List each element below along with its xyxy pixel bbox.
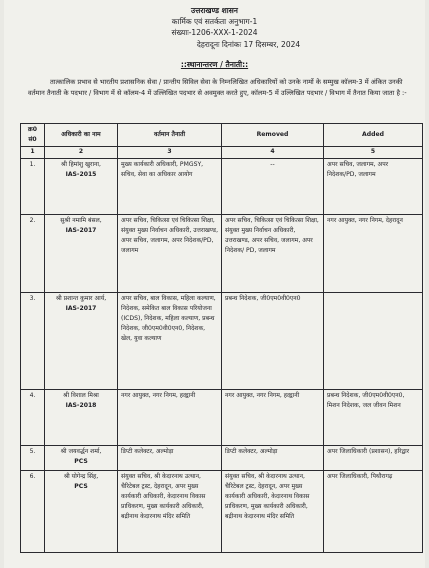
removed-posting: -- xyxy=(222,158,324,214)
current-posting: मुख्य कार्यकारी अधिकारी, PMGSY, सचिव, सेवा का अधिकार आयोग xyxy=(118,158,222,214)
header-row xyxy=(21,124,423,147)
added-posting: अपर जिलाधिकारी, पिथौरागढ़ xyxy=(324,470,423,552)
table-row xyxy=(21,445,423,470)
department: कार्मिक एवं सतर्कता अनुभाग-1 xyxy=(171,17,258,26)
subject-heading: ::स्थानान्तरण / तैनाती:: xyxy=(180,60,249,69)
officer-cell xyxy=(45,292,118,389)
table-row xyxy=(21,158,423,214)
added-posting: प्रबन्ध निदेशक, जी0एम0वी0एन0, मिशन निदेशक, जल जीवन मिशन xyxy=(324,389,423,445)
serial-number: 1. xyxy=(21,158,45,214)
order-number: संख्याः-1206-XXX-1-2024 xyxy=(171,28,258,37)
col-number: 2 xyxy=(45,147,118,158)
serial-number: 2. xyxy=(21,214,45,292)
col-header-current: वर्तमान तैनाती xyxy=(118,124,222,147)
officer-cadre: IAS-2018 xyxy=(65,401,97,409)
officer-cell xyxy=(45,389,118,445)
added-posting: अपर सचिव, जलागम, अपर निदेशक/PD, जलागम xyxy=(324,158,423,214)
officer-name: श्री जयवर्द्धन शर्मा, xyxy=(60,447,102,455)
column-number-row xyxy=(21,147,423,158)
added-posting: अपर जिलाधिकारी (प्रशासन), हरिद्वार xyxy=(324,445,423,470)
current-posting: अपर सचिव, बाल विकास, महिला कल्याण, निदेशक, समेकित बाल विकास परियोजना (ICDS), निदेशक, महिला कल्याण, प्रबन्ध निदेशक, जी0एम0वी0एन0, निदेशक, खेल, युवा कल्याण xyxy=(118,292,222,389)
order-date: देहरादूनः दिनांकः 17 दिसम्बर, 2024 xyxy=(196,40,301,49)
officer-cadre: IAS-2015 xyxy=(65,170,97,178)
col-header-sno: क्र0 सं0 xyxy=(21,124,45,147)
col-header-added: Added xyxy=(324,124,423,147)
table-row xyxy=(21,214,423,292)
officer-cell xyxy=(45,445,118,470)
current-posting: डिप्टी कलेक्टर, अल्मोड़ा xyxy=(118,445,222,470)
transfer-table xyxy=(20,123,423,553)
col-number: 1 xyxy=(21,147,45,158)
col-number: 3 xyxy=(118,147,222,158)
govt-title: उत्तराखण्ड शासन xyxy=(191,6,238,15)
serial-number: 4. xyxy=(21,389,45,445)
officer-cell xyxy=(45,214,118,292)
col-number: 5 xyxy=(324,147,423,158)
officer-cadre: PCS xyxy=(74,457,88,465)
current-posting: संयुक्त सचिव, श्री केदारनाथ उत्थान, चैरिटेबल ट्रस्ट, देहरादून, अपर मुख्य कार्यकारी अधिकारी, केदारनाथ विकास प्राधिकरण, मुख्य कार्यकारी अधिकारी, बद्रीनाथ केदारनाथ मंदिर समिति xyxy=(118,470,222,552)
removed-posting: प्रबन्ध निदेशक, जी0एम0वी0एन0 xyxy=(222,292,324,389)
serial-number: 3. xyxy=(21,292,45,389)
removed-posting: डिप्टी कलेक्टर, अल्मोड़ा xyxy=(222,445,324,470)
officer-cadre: IAS-2017 xyxy=(65,226,97,234)
officer-cell xyxy=(45,158,118,214)
col-number: 4 xyxy=(222,147,324,158)
col-header-name: अधिकारी का नाम xyxy=(45,124,118,147)
officer-cadre: PCS xyxy=(74,482,88,490)
table-row xyxy=(21,389,423,445)
officer-name: श्री प्रशान्त कुमार आर्य, xyxy=(55,294,107,302)
officer-name: श्री विशाल मिश्रा xyxy=(63,391,99,399)
added-posting: नगर आयुक्त, नगर निगम, देहरादून xyxy=(324,214,423,292)
serial-number: 5. xyxy=(21,445,45,470)
table-row xyxy=(21,470,423,552)
officer-name: श्री हिमांशु खुराना, xyxy=(61,160,101,168)
removed-posting: नगर आयुक्त, नगर निगम, हल्द्वानी xyxy=(222,389,324,445)
officer-name: श्री योगेन्द्र सिंह, xyxy=(63,472,99,480)
removed-posting: अपर सचिव, चिकित्सा एवं चिकित्सा शिक्षा, संयुक्त मुख्य निर्वाचन अधिकारी, उत्तराखण्ड, अपर सचिव, जलागम, अपर निदेशक/ PD, जलागम xyxy=(222,214,324,292)
added-posting xyxy=(324,292,423,389)
officer-name: सुश्री नमामि बंसल, xyxy=(60,216,102,224)
table-row xyxy=(21,292,423,389)
removed-posting: संयुक्त सचिव, श्री केदारनाथ उत्थान, चैरिटेबल ट्रस्ट, देहरादून, अपर मुख्य कार्यकारी अधिकारी, केदारनाथ विकास प्राधिकरण, मुख्य कार्यकारी अधिकारी, बद्रीनाथ केदारनाथ मंदिर समिति xyxy=(222,470,324,552)
officer-cell xyxy=(45,470,118,552)
current-posting: अपर सचिव, चिकित्सा एवं चिकित्सा शिक्षा, संयुक्त मुख्य निर्वाचन अधिकारी, उत्तराखण्ड, अपर सचिव, जलागम, अपर निदेशक/PD, जलागम xyxy=(118,214,222,292)
officer-cadre: IAS-2017 xyxy=(65,304,97,312)
current-posting: नगर आयुक्त, नगर निगम, हल्द्वानी xyxy=(118,389,222,445)
order-document xyxy=(4,0,425,568)
col-header-removed: Removed xyxy=(222,124,324,147)
serial-number: 6. xyxy=(21,470,45,552)
body-paragraph: तात्कालिक प्रभाव से भारतीय प्रशासनिक सेवा / प्रान्तीय सिविल सेवा के निम्नलिखित अधिकारियों को उनके नामों के सम्मुख कॉलम-3 में अंकित उनकी वर्तमान तैनाती के पदभार / विभाग में से कॉलम-4 में उल्लिखित पदभार से अवमुक्त करते हुए, कॉलम-5 में उल्लिखित पदभार / विभाग में तैनात किया जाता है :- xyxy=(28,78,407,97)
